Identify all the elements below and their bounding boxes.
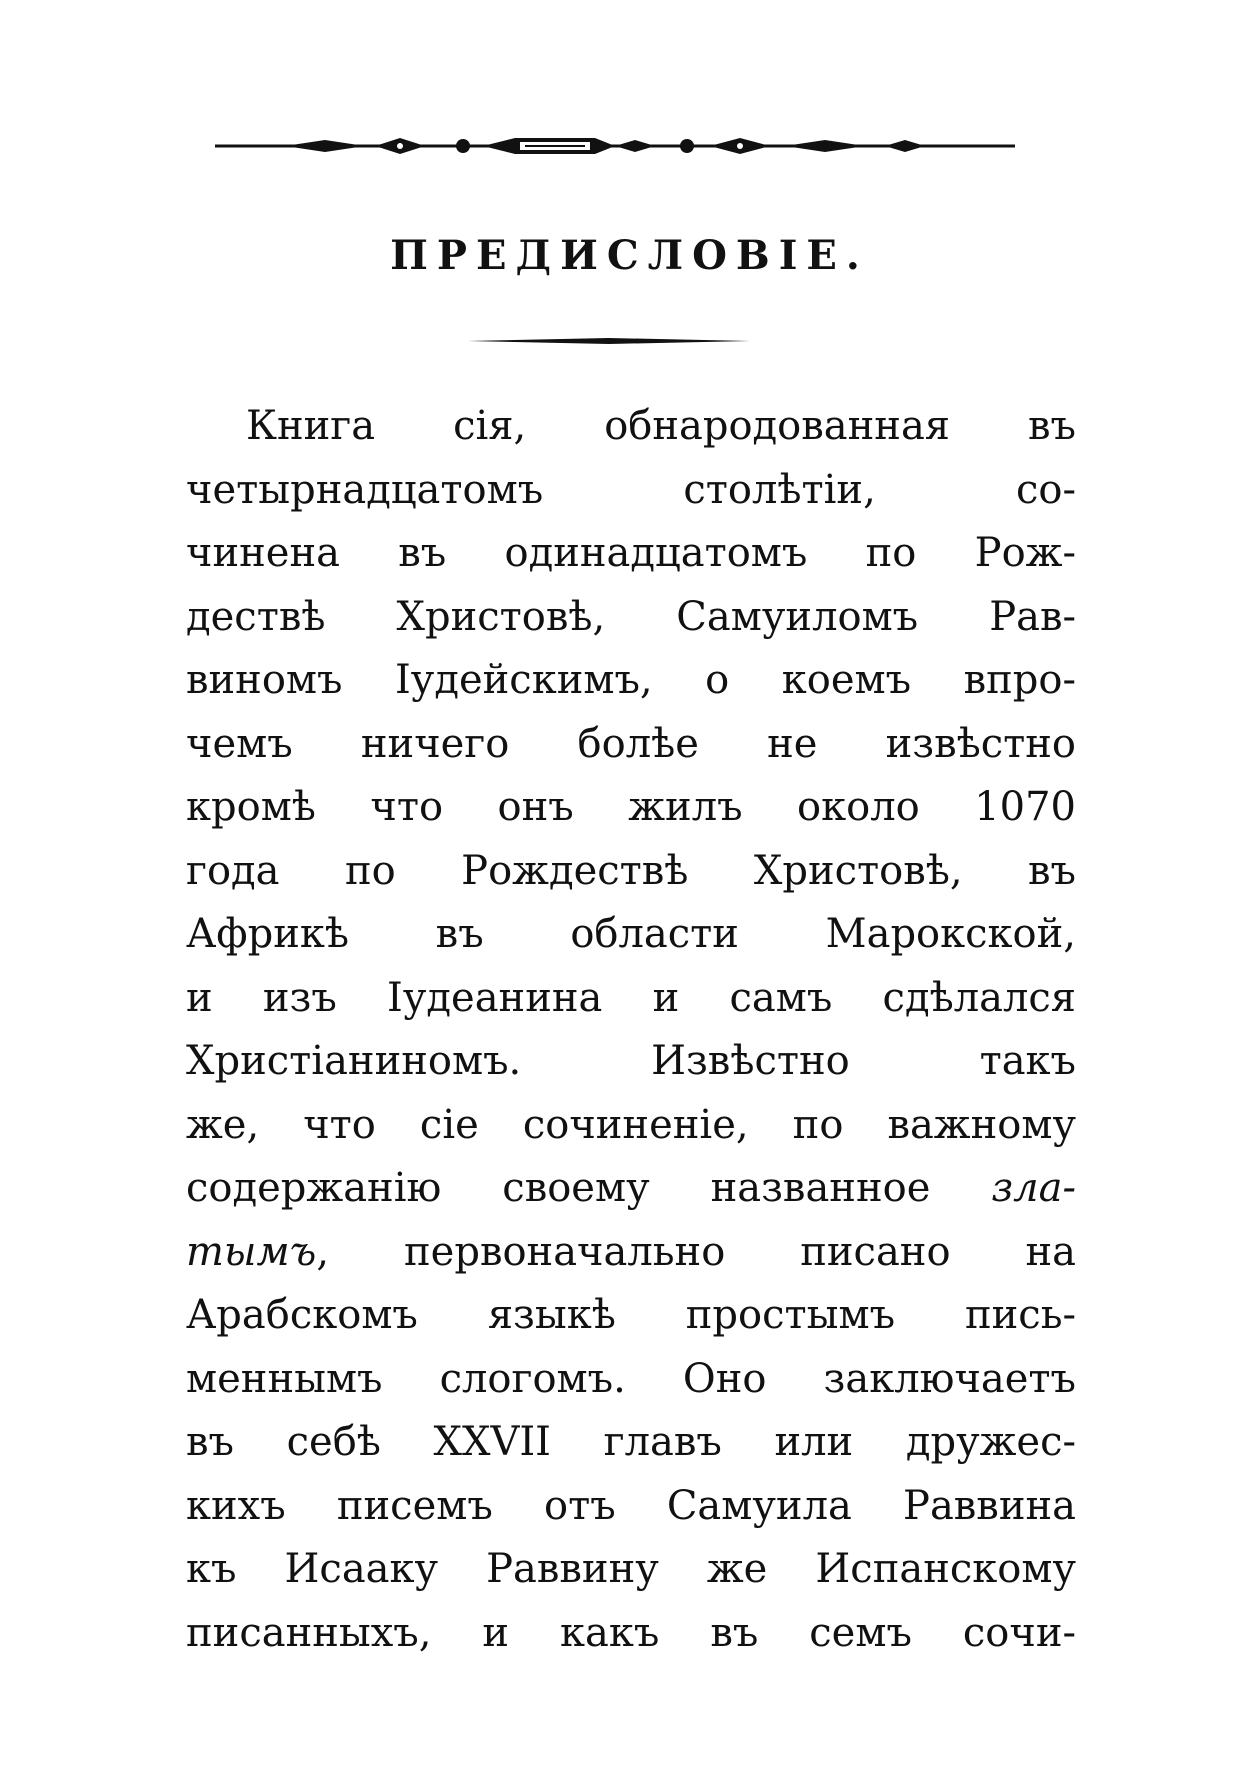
text-line: Книга сія, обнародованная въ: [246, 403, 1076, 449]
text-line: и изъ Іудеанина и самъ сдѣлался: [186, 974, 1076, 1021]
text-line: Арабскомъ языкѣ простымъ пись-: [186, 1292, 1076, 1338]
text-line: Христіаниномъ. Извѣстно такъ: [186, 1038, 1076, 1084]
text-segment: , первоначально писано на: [316, 1228, 1076, 1275]
text-line: же, что сіе сочиненіе, по важному: [186, 1101, 1076, 1148]
italic-segment: тымъ: [186, 1228, 317, 1275]
text-line-mixed: [186, 1221, 1076, 1285]
page-title: ПРЕДИСЛОВІЕ.: [390, 232, 869, 279]
text-line: года по Рождествѣ Христовѣ, въ: [186, 847, 1076, 894]
text-line: писанныхъ, и какъ въ семъ сочи-: [186, 1609, 1076, 1656]
text-line: Африкѣ въ области Марокской,: [186, 911, 1076, 957]
text-line-mixed: [186, 1157, 1076, 1221]
text-line: четырнадцатомъ столѣтіи, со-: [186, 466, 1076, 513]
italic-segment: зла-: [991, 1165, 1076, 1211]
title-rule: [468, 338, 750, 344]
text-line: чинена въ одинадцатомъ по Рож-: [186, 530, 1076, 576]
text-line: кихъ писемъ отъ Самуила Раввина: [186, 1482, 1076, 1529]
text-line: чемъ ничего болѣе не извѣстно: [186, 720, 1076, 767]
preface-text: [186, 395, 1076, 1665]
text-line: виномъ Іудейскимъ, о коемъ впро-: [186, 657, 1076, 703]
header-ornament: [215, 128, 1015, 164]
text-segment: содержанію своему названное: [186, 1165, 992, 1211]
text-line: меннымъ слогомъ. Оно заключаетъ: [186, 1355, 1076, 1402]
text-line: кромѣ что онъ жилъ около 1070: [186, 784, 1076, 830]
text-line: въ себѣ XXVII главъ или дружес-: [186, 1419, 1076, 1465]
text-line: дествѣ Христовѣ, Самуиломъ Рав-: [186, 593, 1076, 640]
text-line: къ Исааку Раввину же Испанскому: [186, 1546, 1076, 1592]
